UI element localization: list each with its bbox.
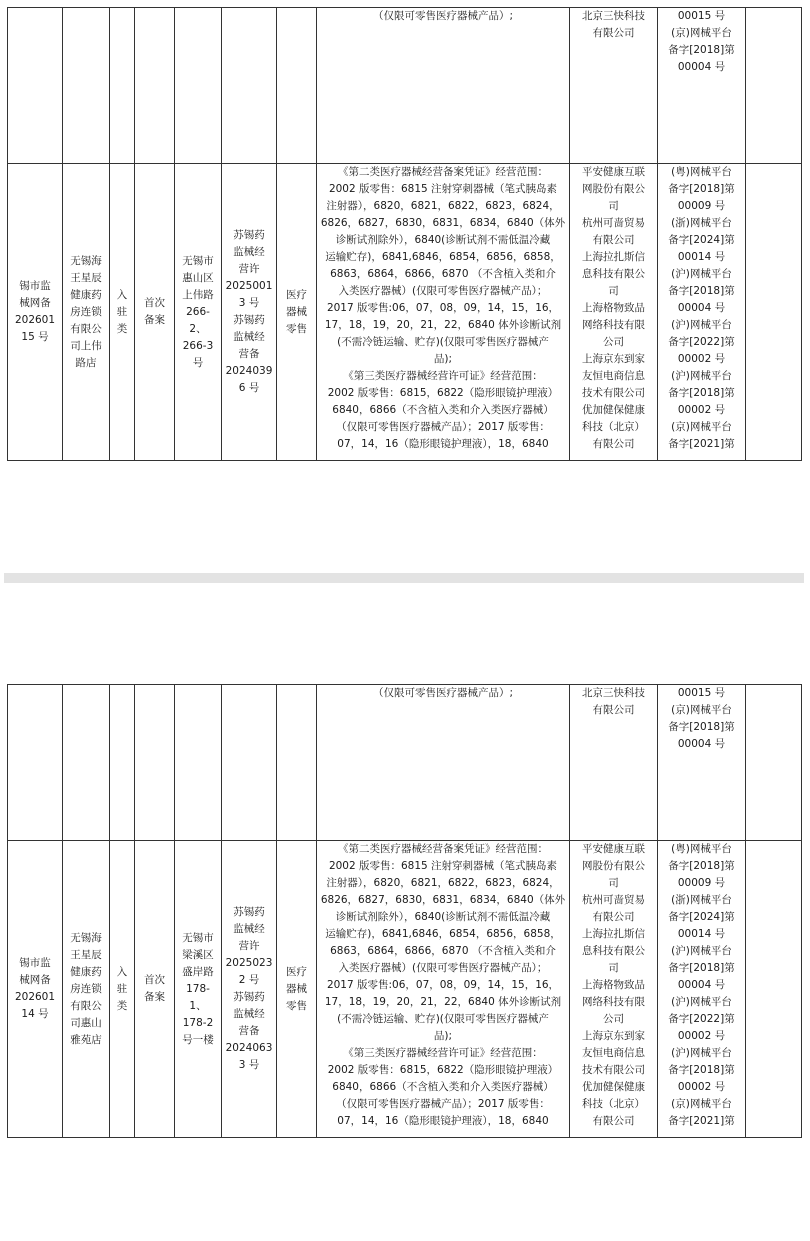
cell-text-line: 运输贮存)，6841,6846，6854，6856，6858， [325,251,561,263]
cell-text-line: 苏锡药 [233,314,265,326]
cell-text-line: 266-3 [182,339,214,352]
cell-text-line: 息科技有限公 [582,945,645,957]
cell-text-line: 6 号 [238,382,260,394]
cell-text-line: 盛岸路 [182,965,214,978]
cell-text-line: 类 [116,322,128,335]
cell-text-line: 公司 [603,336,624,348]
cell-text-line: 上海拉扎斯信 [582,928,645,940]
cell-text-line: 备字[2022]第 [668,1013,735,1025]
cell-text-line: 《第二类医疗器械经营备案凭证》经营范围： [338,843,548,855]
cell-text-line: 锡市监 [19,280,51,292]
cell-text-line: 无锡海 [70,254,102,267]
cell-text-line: 运输贮存)，6841,6846，6854，6856，6858， [325,928,561,940]
cell-text-line: 备字[2024]第 [668,911,735,923]
cell-text-line: 入类医疗器械）(仅限可零售医疗器械产品）； [338,962,548,974]
cell-text-line: 路店 [75,356,97,369]
cell-text-line: 房连锁 [70,305,102,318]
cell-text-line: 网股份有限公 [582,183,645,195]
address-cell [175,841,222,1138]
cell-text-line: 诊断试剂除外），6840(诊断试剂不需低温冷藏 [335,234,551,246]
cell-text-line: 医疗 [286,288,307,301]
cell-text-line: 上海格物致品 [582,979,645,991]
cell-text-line: 14 号 [21,1008,49,1020]
filing-status-cell [135,164,175,461]
cell-text-line: (不需冷链运输、贮存)(仅限可零售医疗器械产 [337,1013,549,1025]
cell-text-line: （仅限可零售医疗器械产品）; [372,687,514,699]
cell-text-line: 司上伟 [70,339,102,352]
cell-text-line: 械网备 [19,974,51,986]
cell-text-line: 202601 [14,991,56,1003]
cell-text-line: 北京三快科技 [582,10,645,22]
cell-text-line: 入 [116,965,128,978]
cell-text-line: 入类医疗器械）(仅限可零售医疗器械产品）； [338,285,548,297]
cell-text-line: 杭州可啬贸易 [582,894,645,906]
cell-text-line: 有限公司 [592,234,635,246]
cell-text-line: 2025023 [225,957,273,969]
cell-text-line: 平安健康互联 [582,843,645,855]
cell-text-line: 司惠山 [70,1016,102,1029]
cell-text-line: （仅限可零售医疗器械产品）; [372,10,514,22]
cell-text-line: 器械 [286,305,307,318]
cell-text-line: 首次 [144,974,165,986]
cell-text-line: 苏锡药 [233,906,265,918]
filing-status-cell [135,841,175,1138]
cell-text-line: (京)网械平台 [671,704,732,716]
cell-text-line: 6863，6864，6866，6870 （不含植入类和介 [330,268,556,280]
address-cell [175,164,222,461]
platform-cell [570,8,658,164]
company-name-cell [63,164,110,461]
cell-text-line: 266- [186,305,210,318]
cell-text-line: 司 [608,285,619,297]
license-cell [222,841,277,1138]
cell-text-line: 注射器），6820，6821，6822，6823，6824， [326,877,560,889]
cell-text-line: 00014 号 [677,251,726,263]
cell-text-line: 备字[2018]第 [668,962,735,974]
cell-text-line: 有限公司 [592,438,635,450]
cell-text-line: 00004 号 [677,738,726,750]
cell-text-line: 王星辰 [70,948,102,961]
cell-text-line: 技术有限公司 [582,1064,645,1076]
cell-text-line: 友恒电商信息 [582,1047,645,1059]
cell-text-line: (浙)网械平台 [671,217,732,229]
cell-text-line: 健康药 [70,288,102,301]
cell-text-line: 苏锡药 [233,229,265,241]
cell-text-line: 优加健保健康 [582,1081,645,1093]
page-separator [4,573,804,583]
cell-text-line: 备案 [144,991,165,1003]
cell-text-line: 平安健康互联 [582,166,645,178]
registry-table [7,684,802,1138]
filing-cell [658,164,746,461]
cell-text-line: 苏锡药 [233,991,265,1003]
cell-text-line: 《第三类医疗器械经营许可证》经营范围： [343,370,543,382]
cell-text-line: 备字[2021]第 [668,1115,735,1127]
cell-text-line: 零售 [286,999,307,1012]
cell-text-line: (京)网械平台 [671,27,732,39]
cell-text-line: 《第三类医疗器械经营许可证》经营范围： [343,1047,543,1059]
filing-number-cell [8,164,63,461]
cell-text-line: 有限公 [70,999,102,1012]
cell-text-line: 类 [116,999,128,1012]
cell-text-line: 械网备 [19,297,51,309]
cell-text-line: 技术有限公司 [582,387,645,399]
cell-text-line: 零售 [286,322,307,335]
cell-text-line: 有限公司 [592,911,635,923]
cell-text-line: 上伟路 [182,288,214,301]
cell-text-line: 178-2 [182,1016,214,1029]
cell-text-line: 上海京东到家 [582,1030,645,1042]
cell-text-line: 有限公司 [592,27,635,39]
cell-text-line: （仅限可零售医疗器械产品）；2017 版零售： [336,1098,550,1110]
cell-text-line: 科技（北京） [582,421,645,433]
cell-text-line: 驻 [116,305,128,318]
platform-cell [570,685,658,841]
cell-text-line: 号 [192,356,204,369]
table-row-continuation [8,8,802,164]
cell-text-line: 00014 号 [677,928,726,940]
cell-text-line: 号一楼 [182,1033,214,1046]
cell-text-line: (浙)网械平台 [671,894,732,906]
cell-text-line: 锡市监 [19,957,51,969]
cell-text-line: 上海格物致品 [582,302,645,314]
registry-table [7,7,802,461]
cell-text-line: 备案 [144,314,165,326]
cell-text-line: 无锡市 [182,931,214,944]
cell-text-line: 00002 号 [677,1030,726,1042]
category-cell [277,841,317,1138]
cell-text-line: 营备 [238,1025,260,1037]
cell-text-line: 备字[2018]第 [668,1064,735,1076]
filing-cell [658,841,746,1138]
cell-text-line: 00015 号 [677,10,726,22]
cell-text-line: 有限公司 [592,704,635,716]
cell-text-line: 房连锁 [70,982,102,995]
cell-text-line: 15 号 [21,331,49,343]
cell-text-line: 2017 版零售:06，07，08，09，14，15，16， [326,979,560,991]
cell-text-line: 00009 号 [677,877,726,889]
cell-text-line: 备字[2018]第 [668,387,735,399]
cell-text-line: 上海拉扎斯信 [582,251,645,263]
cell-text-line: 首次 [144,297,165,309]
document-page-2 [7,684,801,1138]
cell-text-line: 科技（北京） [582,1098,645,1110]
cell-text-line: 2017 版零售:06，07，08，09，14，15，16， [326,302,560,314]
cell-text-line: 上海京东到家 [582,353,645,365]
table-row-entry [8,841,802,1138]
cell-text-line: 备字[2018]第 [668,285,735,297]
cell-text-line: 6826，6827，6830，6831，6834，6840（体外 [320,894,566,906]
table-row-continuation [8,685,802,841]
cell-text-line: 07，14，16（隐形眼镜护理液），18，6840 [337,1115,549,1127]
cell-text-line: 《第二类医疗器械经营备案凭证》经营范围： [338,166,548,178]
cell-text-line: 00002 号 [677,353,726,365]
cell-text-line: 器械 [286,982,307,995]
cell-text-line: 6840，6866（不含植入类和介入类医疗器械） [332,404,554,416]
cell-text-line: 友恒电商信息 [582,370,645,382]
cell-text-line: 监械经 [233,923,265,935]
cell-text-line: 杭州可啬贸易 [582,217,645,229]
scope-cell [317,8,570,164]
cell-text-line: （仅限可零售医疗器械产品）；2017 版零售： [336,421,550,433]
cell-text-line: 6826，6827，6830，6831，6834，6840（体外 [320,217,566,229]
cell-text-line: 入 [116,288,128,301]
cell-text-line: 诊断试剂除外），6840(诊断试剂不需低温冷藏 [335,911,551,923]
cell-text-line: 注射器），6820，6821，6822，6823，6824， [326,200,560,212]
cell-text-line: 2、 [189,322,207,335]
cell-text-line: (沪)网械平台 [671,268,732,280]
cell-text-line: 北京三快科技 [582,687,645,699]
cell-text-line: 优加健保健康 [582,404,645,416]
cell-text-line: 00002 号 [677,1081,726,1093]
cell-text-line: 司 [608,962,619,974]
cell-text-line: 3 号 [238,297,260,309]
cell-text-line: (沪)网械平台 [671,945,732,957]
cell-text-line: 2002 版零售：6815，6822（隐形眼镜护理液） [327,387,559,399]
cell-text-line: (沪)网械平台 [671,370,732,382]
table-row-entry [8,164,802,461]
cell-text-line: (粤)网械平台 [671,166,732,178]
cell-text-line: 医疗 [286,965,307,978]
cell-text-line: 178- [186,982,210,995]
cell-text-line: 无锡市 [182,254,214,267]
cell-text-line: 网络科技有限 [582,319,645,331]
cell-text-line: (沪)网械平台 [671,996,732,1008]
filing-cell [658,685,746,841]
cell-text-line: 备字[2018]第 [668,183,735,195]
cell-text-line: 息科技有限公 [582,268,645,280]
filing-number-cell [8,841,63,1138]
cell-text-line: 惠山区 [182,271,214,284]
cell-text-line: 17，18，19，20，21，22，6840 体外诊断试剂 [324,996,562,1008]
cell-text-line: 营许 [238,940,260,952]
scope-cell [317,164,570,461]
cell-text-line: 2024063 [225,1042,273,1054]
cell-text-line: 00004 号 [677,302,726,314]
document-page-1 [7,7,801,461]
cell-text-line: (不需冷链运输、贮存)(仅限可零售医疗器械产 [337,336,549,348]
cell-text-line: 监械经 [233,1008,265,1020]
filing-cell [658,8,746,164]
cell-text-line: 6840，6866（不含植入类和介入类医疗器械） [332,1081,554,1093]
cell-text-line: 备字[2021]第 [668,438,735,450]
cell-text-line: 驻 [116,982,128,995]
cell-text-line: 网股份有限公 [582,860,645,872]
cell-text-line: 监械经 [233,246,265,258]
license-cell [222,164,277,461]
cell-text-line: 公司 [603,1013,624,1025]
cell-text-line: (沪)网械平台 [671,319,732,331]
cell-text-line: 2002 版零售：6815 注射穿刺器械（笔式胰岛素 [328,860,558,872]
platform-cell [570,841,658,1138]
cell-text-line: 备字[2018]第 [668,721,735,733]
cell-text-line: 2002 版零售：6815 注射穿刺器械（笔式胰岛素 [328,183,558,195]
cell-text-line: 2025001 [225,280,273,292]
cell-text-line: 监械经 [233,331,265,343]
cell-text-line: 备字[2022]第 [668,336,735,348]
cell-text-line: 雅苑店 [70,1033,102,1046]
cell-text-line: (粤)网械平台 [671,843,732,855]
cell-text-line: 17，18，19，20，21，22，6840 体外诊断试剂 [324,319,562,331]
cell-text-line: 3 号 [238,1059,260,1071]
platform-cell [570,164,658,461]
cell-text-line: 00009 号 [677,200,726,212]
cell-text-line: 营备 [238,348,260,360]
cell-text-line: 品); [433,1030,453,1042]
cell-text-line: 2 号 [238,974,260,986]
cell-text-line: 07，14，16（隐形眼镜护理液），18，6840 [337,438,549,450]
cell-text-line: 司 [608,877,619,889]
cell-text-line: 无锡海 [70,931,102,944]
cell-text-line: 备字[2018]第 [668,860,735,872]
cell-text-line: 营许 [238,263,260,275]
scope-cell [317,685,570,841]
cell-text-line: 梁溪区 [182,948,214,961]
cell-text-line: 备字[2018]第 [668,44,735,56]
cell-text-line: 00004 号 [677,61,726,73]
cell-text-line: (京)网械平台 [671,421,732,433]
cell-text-line: 6863，6864，6866，6870 （不含植入类和介 [330,945,556,957]
cell-text-line: 202601 [14,314,56,326]
scope-cell [317,841,570,1138]
cell-text-line: 00015 号 [677,687,726,699]
category-cell [277,164,317,461]
cell-text-line: 网络科技有限 [582,996,645,1008]
cell-text-line: 有限公 [70,322,102,335]
entity-type-cell [110,164,135,461]
cell-text-line: 司 [608,200,619,212]
cell-text-line: 2002 版零售：6815，6822（隐形眼镜护理液） [327,1064,559,1076]
cell-text-line: (沪)网械平台 [671,1047,732,1059]
cell-text-line: 健康药 [70,965,102,978]
cell-text-line: 2024039 [225,365,273,377]
cell-text-line: 1、 [189,999,207,1012]
cell-text-line: (京)网械平台 [671,1098,732,1110]
cell-text-line: 00002 号 [677,404,726,416]
cell-text-line: 00004 号 [677,979,726,991]
cell-text-line: 品); [433,353,453,365]
cell-text-line: 王星辰 [70,271,102,284]
cell-text-line: 有限公司 [592,1115,635,1127]
cell-text-line: 备字[2024]第 [668,234,735,246]
entity-type-cell [110,841,135,1138]
company-name-cell [63,841,110,1138]
